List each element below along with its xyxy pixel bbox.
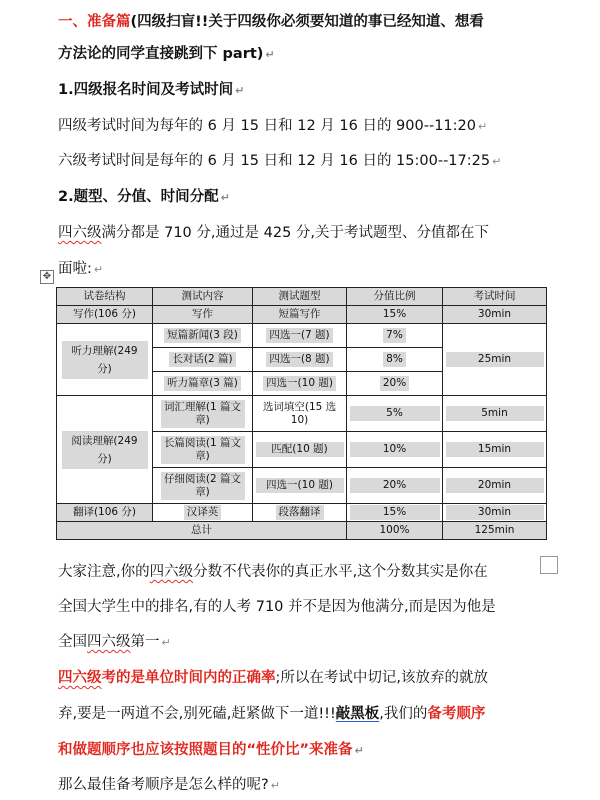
cell-reading-1-content: 词汇理解(1 篇文章) bbox=[153, 396, 253, 432]
exam-structure-table bbox=[56, 287, 547, 540]
cell-writing-content: 写作 bbox=[153, 306, 253, 324]
header-type: 测试题型 bbox=[253, 288, 347, 306]
cell-reading-section: 阅读理解(249 分) bbox=[57, 396, 153, 504]
table-header-row bbox=[57, 288, 547, 306]
heading-preparation-note: (四级扫盲!!关于四级你必须要知道的事已经知道、想看 bbox=[130, 14, 484, 30]
para-notice-1: 大家注意,你的四六级分数不代表你的真正水平,这个分数其实是你在 bbox=[58, 564, 488, 580]
cell-listening-2-type: 四选一(8 题) bbox=[253, 348, 347, 372]
para-notice-3: 全国四六级第一 ↵ bbox=[58, 634, 171, 650]
cell-reading-2-time: 15min bbox=[443, 432, 547, 468]
cell-writing-ratio: 15% bbox=[347, 306, 443, 324]
cell-listening-1-ratio: 7% bbox=[347, 324, 443, 348]
cell-writing-type: 短篇写作 bbox=[253, 306, 347, 324]
cell-reading-1-type: 选词填空(15 选 10) bbox=[253, 396, 347, 432]
table-move-handle-icon[interactable]: ✥ bbox=[40, 270, 54, 284]
cell-listening-3-content: 听力篇章(3 篇) bbox=[153, 372, 253, 396]
cell-reading-3-content: 仔细阅读(2 篇文章) bbox=[153, 468, 253, 504]
cell-translation-ratio: 15% bbox=[347, 504, 443, 522]
cell-translation-type: 段落翻译 bbox=[253, 504, 347, 522]
table-row-translation bbox=[57, 504, 547, 522]
table-row-listening-1 bbox=[57, 324, 547, 348]
cell-listening-time: 25min bbox=[443, 324, 547, 396]
cell-reading-2-ratio: 10% bbox=[347, 432, 443, 468]
header-time: 考试时间 bbox=[443, 288, 547, 306]
cell-listening-2-ratio: 8% bbox=[347, 348, 443, 372]
para-question: 那么最佳备考顺序是怎么样的呢? ↵ bbox=[58, 777, 280, 793]
table-end-marker bbox=[540, 556, 558, 574]
cell-listening-1-content: 短篇新闻(3 段) bbox=[153, 324, 253, 348]
para-accuracy-2: 弃,要是一两道不会,别死磕,赶紧做下一道!!!敲黑板,我们的备考顺序 bbox=[58, 706, 486, 722]
cell-reading-3-ratio: 20% bbox=[347, 468, 443, 504]
cell-total-label: 总计 bbox=[57, 522, 347, 540]
cet4-exam-time: 四级考试时间为每年的 6 月 15 日和 12 月 16 日的 900--11:20 ↵ bbox=[58, 118, 488, 134]
header-structure: 试卷结构 bbox=[57, 288, 153, 306]
cell-translation-section: 翻译(106 分) bbox=[57, 504, 153, 522]
cell-writing-section: 写作(106 分) bbox=[57, 306, 153, 324]
cell-listening-3-ratio: 20% bbox=[347, 372, 443, 396]
table-row-writing bbox=[57, 306, 547, 324]
cell-listening-section: 听力理解(249 分) bbox=[57, 324, 153, 396]
cell-translation-content: 汉译英 bbox=[153, 504, 253, 522]
score-intro-cont: 面啦: ↵ bbox=[58, 261, 104, 277]
cell-reading-3-time: 20min bbox=[443, 468, 547, 504]
cell-reading-1-time: 5min bbox=[443, 396, 547, 432]
table-row-total bbox=[57, 522, 547, 540]
section-1-title: 1.四级报名时间及考试时间 ↵ bbox=[58, 82, 245, 98]
heading-preparation-title: 一、准备篇 bbox=[58, 14, 131, 30]
cell-listening-1-type: 四选一(7 题) bbox=[253, 324, 347, 348]
cell-total-time: 125min bbox=[443, 522, 547, 540]
cell-reading-3-type: 四选一(10 题) bbox=[253, 468, 347, 504]
para-notice-2: 全国大学生中的排名,有的人考 710 并不是因为他满分,而是因为他是 bbox=[58, 599, 496, 615]
header-ratio: 分值比例 bbox=[347, 288, 443, 306]
cell-reading-2-type: 匹配(10 题) bbox=[253, 432, 347, 468]
cet6-exam-time: 六级考试时间是每年的 6 月 15 日和 12 月 16 日的 15:00--17:25 ↵ bbox=[58, 153, 502, 169]
header-content: 测试内容 bbox=[153, 288, 253, 306]
section-2-title: 2.题型、分值、时间分配 ↵ bbox=[58, 189, 230, 205]
cell-writing-time: 30min bbox=[443, 306, 547, 324]
para-accuracy-3: 和做题顺序也应该按照题目的“性价比”来准备 ↵ bbox=[58, 742, 364, 758]
cell-translation-time: 30min bbox=[443, 504, 547, 522]
heading-preparation bbox=[58, 12, 484, 32]
cell-reading-1-ratio: 5% bbox=[347, 396, 443, 432]
para-accuracy-1: 四六级考的是单位时间内的正确率;所以在考试中切记,该放弃的就放 bbox=[58, 670, 488, 686]
cell-listening-3-type: 四选一(10 题) bbox=[253, 372, 347, 396]
heading-preparation-cont: 方法论的同学直接跳到下 part) ↵ bbox=[58, 46, 275, 62]
cell-total-ratio: 100% bbox=[347, 522, 443, 540]
score-intro: 四六级满分都是 710 分,通过是 425 分,关于考试题型、分值都在下 bbox=[58, 225, 490, 241]
cell-reading-2-content: 长篇阅读(1 篇文章) bbox=[153, 432, 253, 468]
table-row-reading-1 bbox=[57, 396, 547, 432]
cell-listening-2-content: 长对话(2 篇) bbox=[153, 348, 253, 372]
